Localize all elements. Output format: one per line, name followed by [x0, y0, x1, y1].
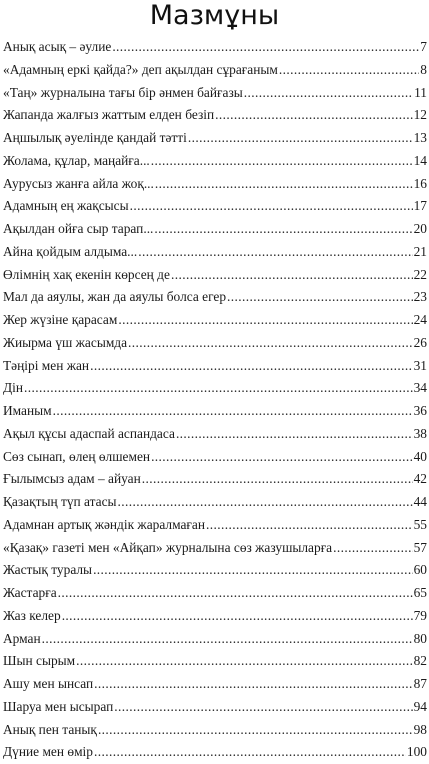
toc-entry-title: Арман	[3, 630, 41, 646]
toc-entry[interactable]	[3, 264, 427, 287]
dot-leader	[142, 468, 413, 491]
dot-leader	[118, 309, 412, 332]
toc-entry-page-number: 24	[413, 312, 427, 327]
toc-entry[interactable]	[3, 446, 427, 469]
toc-entry-title: Дүние мен өмір	[3, 744, 93, 760]
toc-entry-page-number: 17	[413, 198, 427, 214]
toc-entry[interactable]	[3, 423, 427, 446]
dot-leader	[94, 673, 412, 696]
toc-entry[interactable]	[3, 82, 427, 105]
dot-leader	[244, 82, 413, 105]
dot-leader	[98, 719, 413, 742]
dot-leader	[90, 355, 413, 378]
toc-entry[interactable]	[3, 582, 427, 605]
toc-entry-title: Жолама, құлар, маңайға...	[3, 152, 150, 168]
toc-entry-title: Айна қойдым алдыма...	[3, 243, 138, 259]
toc-entry[interactable]	[3, 559, 427, 582]
toc-entry[interactable]	[3, 514, 427, 537]
toc-entry-page-number: 42	[413, 471, 427, 487]
toc-entry-title: «Адамның еркі қайда?» деп ақылдан сұрағаным	[3, 61, 278, 77]
dot-leader	[151, 150, 413, 173]
dot-leader	[114, 696, 412, 719]
toc-entry-page-number: 60	[413, 562, 427, 578]
toc-entry-page-number: 34	[413, 380, 427, 396]
toc-entry-page-number: 44	[413, 494, 427, 509]
dot-leader	[76, 650, 412, 673]
toc-entry-page-number: 79	[413, 607, 427, 623]
toc-entry-page-number: 26	[413, 334, 427, 350]
toc-entry[interactable]	[3, 286, 427, 309]
dot-leader	[206, 514, 413, 537]
dot-leader	[279, 59, 419, 82]
toc-entry-page-number: 8	[420, 61, 427, 77]
dot-leader	[333, 537, 412, 560]
toc-entry-title: Шын сырым	[3, 653, 76, 669]
toc-entry-title: «Таң» журналына тағы бір әнмен байғазы	[3, 84, 243, 100]
dot-leader	[227, 286, 413, 309]
toc-entry[interactable]	[3, 628, 427, 651]
toc-entry-page-number: 57	[413, 539, 427, 555]
toc-entry[interactable]	[3, 241, 427, 264]
toc-entry-title: Жапанда жалғыз жаттым елден безіп	[3, 107, 215, 123]
toc-entry[interactable]	[3, 332, 427, 355]
toc-entry-page-number: 13	[413, 130, 427, 145]
toc-entry[interactable]	[3, 491, 427, 514]
toc-entry-page-number: 80	[413, 630, 427, 646]
toc-entry-page-number: 22	[413, 266, 427, 282]
dot-leader	[188, 127, 413, 150]
toc-entry[interactable]	[3, 468, 427, 491]
toc-entry-page-number: 14	[413, 152, 427, 168]
toc-entry[interactable]	[3, 377, 427, 400]
toc-entry-title: Адамның ең жақсысы	[3, 198, 129, 214]
toc-entry[interactable]	[3, 605, 427, 628]
toc-entry-title: Жиырма үш жасымда	[3, 334, 128, 350]
toc-entry-title: Мал да аяулы, жан да аяулы болса егер	[3, 289, 227, 305]
toc-entry[interactable]	[3, 673, 427, 696]
toc-entry[interactable]	[3, 650, 427, 673]
toc-entry-title: Қазақтың түп атасы	[3, 494, 117, 509]
toc-entry[interactable]	[3, 309, 427, 332]
dot-leader	[151, 446, 413, 469]
dot-leader	[155, 173, 413, 196]
toc-entry-page-number: 16	[413, 175, 427, 191]
toc-entry-title: Өлімнің хақ екенін көрсең де	[3, 266, 170, 282]
toc-entry-title: Адамнан артық жәндік жаралмаған	[3, 516, 205, 532]
toc-entry-page-number: 11	[414, 84, 427, 100]
dot-leader	[112, 36, 419, 59]
toc-entry-title: Жер жүзіне қарасам	[3, 312, 118, 327]
dot-leader	[58, 582, 413, 605]
toc-entry[interactable]	[3, 173, 427, 196]
toc-entry-page-number: 40	[413, 448, 427, 464]
dot-leader	[138, 241, 412, 264]
dot-leader	[42, 628, 413, 651]
toc-entry-page-number: 23	[413, 289, 427, 305]
toc-entry-title: Анық пен танық	[3, 721, 97, 737]
toc-entry-title: Ашу мен ынсап	[3, 676, 94, 691]
toc-entry-page-number: 38	[413, 425, 427, 441]
dot-leader	[171, 264, 413, 287]
dot-leader	[93, 559, 413, 582]
toc-entry-page-number: 36	[413, 403, 427, 418]
toc-entry-title: Сөз сынап, өлең өлшемен	[3, 448, 151, 464]
toc-list	[3, 36, 427, 764]
dot-leader	[215, 104, 412, 127]
toc-entry[interactable]	[3, 195, 427, 218]
toc-entry-page-number: 55	[413, 516, 427, 532]
toc-entry-title: Дін	[3, 380, 24, 396]
toc-entry-title: Анық асық – әулие	[3, 39, 112, 54]
toc-entry-title: Тәңірі мен жан	[3, 357, 90, 373]
toc-entry-title: Жаз келер	[3, 607, 61, 623]
toc-entry-title: Жастық туралы	[3, 562, 93, 578]
toc-entry-title: Иманым	[3, 403, 52, 418]
toc-entry[interactable]	[3, 400, 427, 423]
toc-entry-title: Аурусыз жанға айла жоқ...	[3, 175, 154, 191]
toc-entry[interactable]	[3, 218, 427, 241]
toc-entry-page-number: 20	[413, 221, 427, 236]
toc-entry-page-number: 7	[420, 39, 427, 54]
toc-entry-title: Ақылдан ойға сыр тарап...	[3, 221, 154, 236]
toc-entry[interactable]	[3, 36, 427, 59]
toc-entry-page-number: 65	[413, 585, 427, 600]
toc-entry[interactable]	[3, 127, 427, 150]
toc-entry-title: Жастарға	[3, 585, 57, 600]
toc-entry-page-number: 21	[413, 243, 427, 259]
dot-leader	[176, 423, 413, 446]
toc-entry-title: Ақыл құсы адаспай аспандаса	[3, 425, 175, 441]
toc-entry[interactable]	[3, 696, 427, 719]
dot-leader	[53, 400, 413, 423]
dot-leader	[62, 605, 413, 628]
toc-entry[interactable]	[3, 537, 427, 560]
toc-entry-page-number: 87	[413, 676, 427, 691]
dot-leader	[130, 195, 413, 218]
toc-entry[interactable]	[3, 59, 427, 82]
toc-entry[interactable]	[3, 741, 427, 764]
dot-leader	[24, 377, 413, 400]
dot-leader	[118, 491, 413, 514]
toc-entry[interactable]	[3, 150, 427, 173]
toc-entry-page-number: 94	[413, 698, 427, 714]
toc-entry-page-number: 82	[413, 653, 427, 669]
toc-entry-title: Ғылымсыз адам – айуан	[3, 471, 141, 487]
toc-entry-title: Шаруа мен ысырап	[3, 698, 114, 714]
dot-leader	[128, 332, 413, 355]
toc-entry-page-number: 12	[413, 107, 427, 123]
toc-entry-page-number: 100	[406, 744, 427, 760]
toc-entry[interactable]	[3, 104, 427, 127]
page-title: Мазмұны	[149, 0, 280, 31]
dot-leader	[94, 741, 406, 764]
toc-entry-page-number: 98	[413, 721, 427, 737]
toc-entry[interactable]	[3, 719, 427, 742]
toc-entry[interactable]	[3, 355, 427, 378]
toc-entry-page-number: 31	[413, 357, 427, 373]
toc-entry-title: «Қазақ» газеті мен «Айқап» журналына сөз жазушыларға	[3, 539, 333, 555]
dot-leader	[154, 218, 412, 241]
toc-entry-title: Аңшылық әуелінде қандай тәтті	[3, 130, 187, 145]
